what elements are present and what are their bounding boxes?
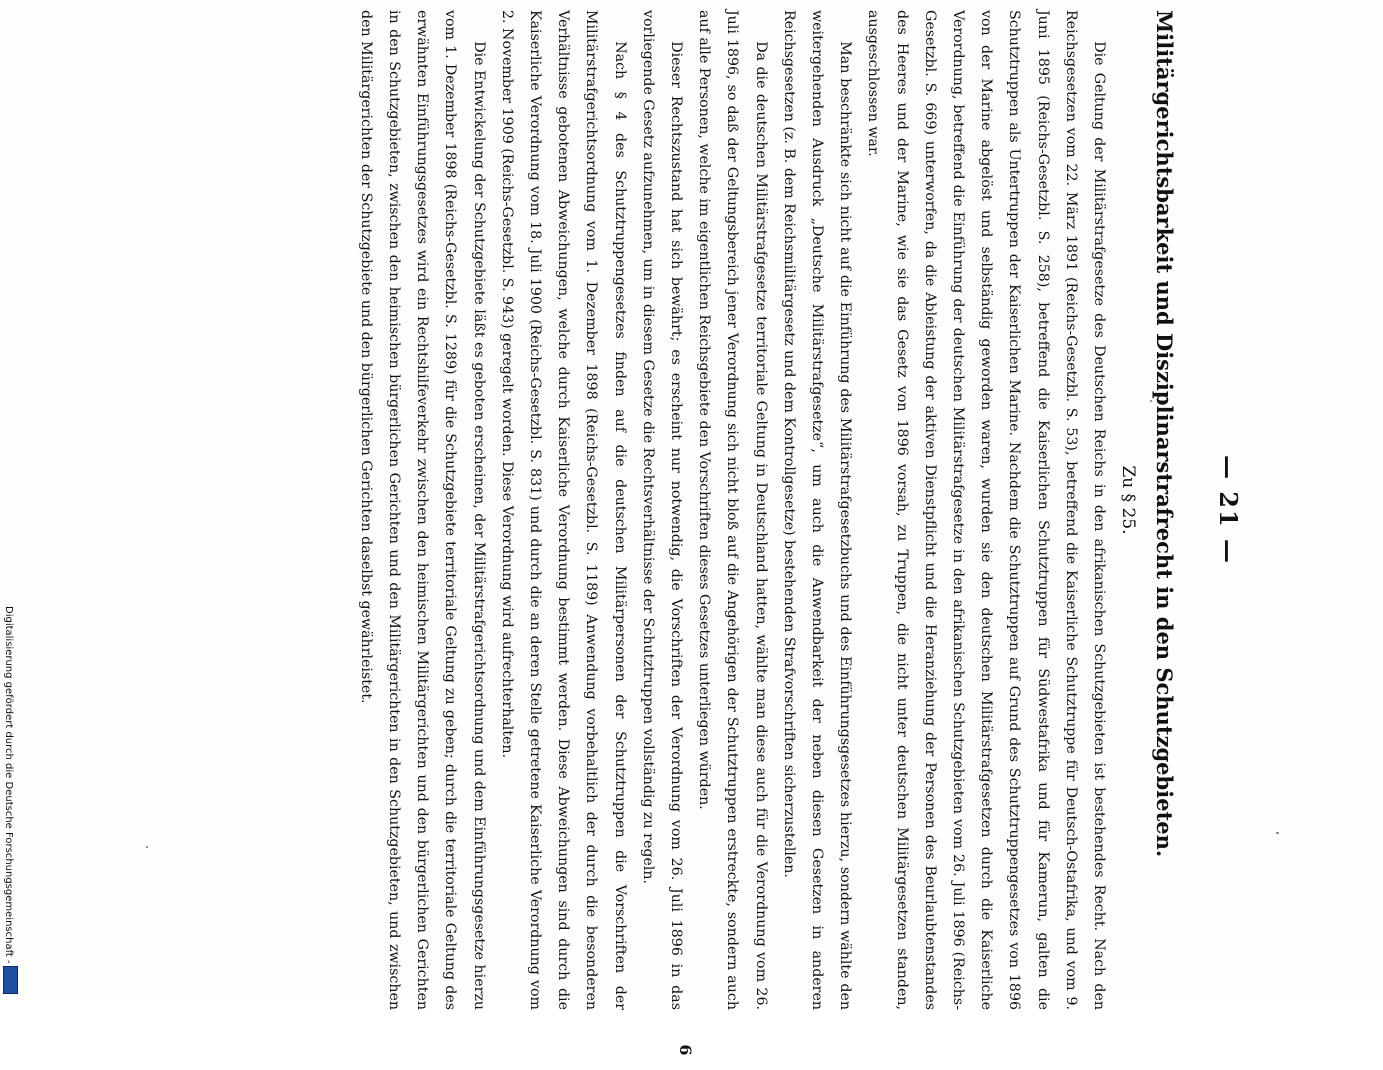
paragraph: Nach § 4 des Schutztruppengesetzes finden auf die deutschen Militärpersonen der Schutztruppen die Vorschriften der Militärstrafgerichtsordnung vom 1. Dezember 1898 (Reichs-Gesetzbl. S. 1189) Anwendung vorbehaltlich der durch die besonderen Verhältnisse gebotenen Abweichungen, welche durch Kaiserliche Verordnung bestimmt werden. Diese Abweichungen sind durch die Kaiserliche Verordnung vom 18. Juli 1900 (Reichs-Gesetzbl. S. 831) und durch die an deren Stelle getretene Kaiserliche Verordnung vom 2. November 1909 (Reichs-Gesetzbl. S. 943) geregelt worden. Diese Verordnung wird aufrechterhalten. — [498, 10, 628, 1010]
paragraph: Da die deutschen Militärstrafgesetze territoriale Geltung in Deutschland hatten, wählte man diese auch für die Verordnung vom 26. Juli 1896, so daß der Geltungsbereich jener Verordnung sich nicht bloß auf die Angehörigen der Schutztruppen erstreckte, sondern auch auf alle Personen, welche im eigentlichen Reichsgebiete den Vorschriften dieses Gesetzes unterliegen würden. — [696, 10, 769, 1010]
dfg-logo-icon — [3, 966, 18, 994]
credit-text: Digitalisierung gefördert durch die Deutsche Forschungsgemeinschaft - — [3, 606, 14, 964]
scan-speck — [146, 846, 148, 848]
scan-speck — [1276, 832, 1279, 834]
paragraph: Die Entwickelung der Schutzgebiete läßt es geboten erscheinen, der Militärstrafgerichtsordnung und dem Einführungsgesetze hierzu vom 1. Dezember 1898 (Reichs-Gesetzbl. S. 1289) für die Schutzgebiete territoriale Geltung zu geben; durch die territoriale Geltung des erwähnten Einführungsgesetzes wird ein Rechtshilfeverkehr zwischen den heimischen Militärgerichten und den bürgerlichen Gerichten in den Schutzgebieten, zwischen den heimischen bürgerlichen Gerichten und den Militärgerichten in den Schutzgebieten, und zwischen den Militärgerichten der Schutzgebiete und den bürgerlichen Gerichten daselbst gewährleistet. — [357, 10, 487, 1010]
body-text — [352, 10, 1113, 1010]
scan-speck — [1150, 400, 1152, 402]
paragraph: Man beschränkte sich nicht auf die Einführung des Militärstrafgesetzbuchs und des Einführungsgesetzes hierzu, sondern wählte den weitergehenden Ausdruck „Deutsche Militärstrafgesetze“, um auch die Anwendbarkeit der neben diesen Gesetzen in anderen Reichsgesetzen (z. B. dem Reichsmilitärgesetz und dem Kontrollgesetze) bestehenden Strafvorschriften sicherzustellen. — [780, 10, 854, 1010]
page-title: Militärgerichtsbarkeit und Disziplinarstrafrecht in den Schutzgebieten. — [1152, 10, 1177, 858]
paragraph: Die Geltung der Militärstrafgesetze des Deutschen Reichs in den afrikanischen Schutzgebieten ist bestehendes Recht. Nach den Reichsgesetzen vom 22. März 1891 (Reichs-Gesetzbl. S. 53), betreffend die Kaiserliche Schutztruppe für Deutsch-Ostafrika, und vom 9. Juni 1895 (Reichs-Gesetzbl. S. 258), betreffend die Kaiserlichen Schutztruppen für Südwestafrika und für Kamerun, galten die Schutztruppen als Untertruppen der Kaiserlichen Marine. Nachdem die Schutztruppen auf Grund des Schutztruppengesetzes von 1896 von der Marine abgelöst und selbständig geworden waren, wurden sie den deutschen Militärstrafgesetzen durch die Kaiserliche Verordnung, betreffend die Einführung der deutschen Militärstrafgesetze in den afrikanischen Schutzgebieten vom 26. Juli 1896 (Reichs-Gesetzbl. S. 669) unterworfen, da die Ableistung der aktiven Dienstpflicht und die Heranziehung der Personen des Beurlaubtenstandes des Heeres und der Marine, wie sie das Gesetz von 1896 vorsah, zu Truppen, die nicht unter deutschen Militärgesetzen standen, ausgeschlossen war. — [865, 10, 1107, 1010]
page-number: — 21 — — [1214, 454, 1243, 566]
digitization-credit — [2, 0, 16, 1000]
section-heading: Zu § 25. — [1118, 465, 1138, 535]
signature-mark: 6 — [676, 1044, 695, 1056]
paragraph: Dieser Rechtszustand hat sich bewährt; es erscheint nur notwendig, die Vorschriften der Verordnung vom 26. Juli 1896 in das vorliegende Gesetz aufzunehmen, um in diesem Gesetze die Rechtsverhältnisse der Schutztruppen vollständig zu regeln. — [639, 10, 684, 1010]
rotated-page-content — [185, 0, 1265, 1056]
